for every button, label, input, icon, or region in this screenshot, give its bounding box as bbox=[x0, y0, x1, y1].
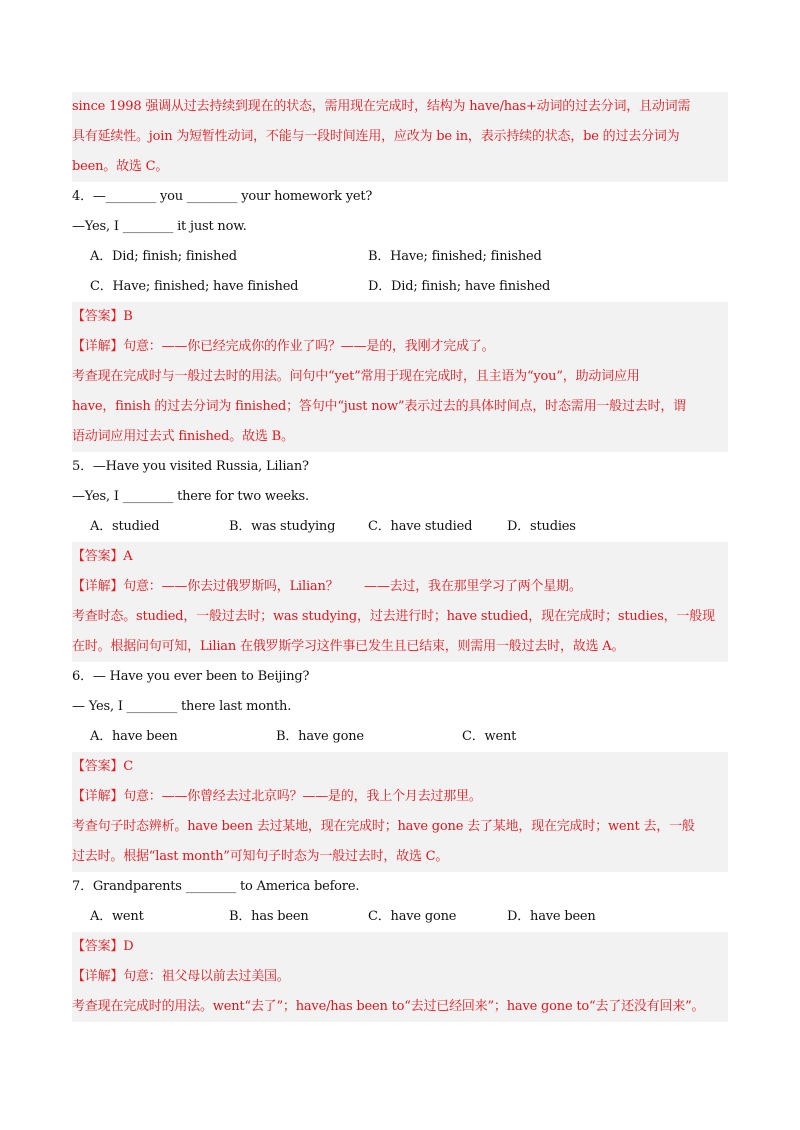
explanation-line: 考查现在完成时与一般过去时的用法。问句中“yet”常用于现在完成时，且主语为“you”，助动词应用 bbox=[72, 369, 640, 384]
options-row bbox=[72, 902, 728, 932]
explanation-line: 过去时。根据“last month”可知句子时态为一般过去时，故选 C。 bbox=[72, 849, 449, 864]
options-row bbox=[72, 722, 728, 752]
options-row bbox=[72, 242, 728, 272]
option-d: D．have been bbox=[507, 909, 596, 924]
question-stem: 4．—________ you ________ your homework yet? bbox=[72, 189, 373, 204]
explanation-line: 在时。根据问句可知，Lilian 在俄罗斯学习这件事已发生且已结束，则需用一般过去时，故选 A。 bbox=[72, 639, 625, 654]
question-4 bbox=[72, 182, 728, 452]
question-reply: —Yes, I ________ there for two weeks. bbox=[72, 489, 309, 504]
answer-label: 【答案】B bbox=[72, 309, 133, 324]
question-7 bbox=[72, 872, 728, 1022]
answer-block bbox=[72, 302, 728, 452]
question-6 bbox=[72, 662, 728, 872]
explanation-line: been。故选 C。 bbox=[72, 159, 169, 174]
explanation-line: 考查现在完成时的用法。went“去了”；have/has been to“去过已经回来”；have gone to“去了还没有回来”。 bbox=[72, 999, 705, 1014]
explanation-line: 【详解】句意：——你去过俄罗斯吗，Lilian？ ——去过，我在那里学习了两个星期。 bbox=[72, 579, 582, 594]
explanation-line: 【详解】句意：——你曾经去过北京吗？——是的，我上个月去过那里。 bbox=[72, 789, 482, 804]
question-reply: — Yes, I ________ there last month. bbox=[72, 699, 292, 714]
question-5 bbox=[72, 452, 728, 662]
option-b: B．have gone bbox=[276, 729, 364, 744]
option-b: B．Have; finished; finished bbox=[368, 249, 542, 264]
question-stem: 5．—Have you visited Russia, Lilian? bbox=[72, 459, 309, 474]
option-d: D．studies bbox=[507, 519, 576, 534]
explanation-line: 考查句子时态辨析。have been 去过某地，现在完成时；have gone 去了某地，现在完成时；went 去，一般 bbox=[72, 819, 695, 834]
option-c: C．went bbox=[462, 729, 517, 744]
q3-explanation-block bbox=[72, 92, 728, 182]
option-a: A．have been bbox=[90, 729, 178, 744]
question-stem: 6．— Have you ever been to Beijing? bbox=[72, 669, 310, 684]
explanation-line: since 1998 强调从过去持续到现在的状态，需用现在完成时，结构为 have/has+动词的过去分词，且动词需 bbox=[72, 99, 691, 114]
answer-block bbox=[72, 542, 728, 662]
answer-label: 【答案】D bbox=[72, 939, 134, 954]
explanation-line: 语动词应用过去式 finished。故选 B。 bbox=[72, 429, 294, 444]
option-c: C．have gone bbox=[368, 909, 457, 924]
question-stem: 7．Grandparents ________ to America before. bbox=[72, 879, 360, 894]
options-row bbox=[72, 512, 728, 542]
answer-label: 【答案】C bbox=[72, 759, 133, 774]
explanation-line: 考查时态。studied，一般过去时；was studying，过去进行时；have studied，现在完成时；studies，一般现 bbox=[72, 609, 715, 624]
question-reply: —Yes, I ________ it just now. bbox=[72, 219, 247, 234]
option-b: B．was studying bbox=[229, 519, 336, 534]
explanation-line: 【详解】句意：祖父母以前去过美国。 bbox=[72, 969, 290, 984]
option-a: A．went bbox=[90, 909, 144, 924]
options-row bbox=[72, 272, 728, 302]
option-c: C．Have; finished; have finished bbox=[90, 279, 299, 294]
explanation-line: have，finish 的过去分词为 finished；答句中“just now”表示过去的具体时间点，时态需用一般过去时，谓 bbox=[72, 399, 686, 414]
explanation-line: 【详解】句意：——你已经完成你的作业了吗？——是的，我刚才完成了。 bbox=[72, 339, 495, 354]
option-a: A．Did; finish; finished bbox=[90, 249, 237, 264]
answer-label: 【答案】A bbox=[72, 549, 133, 564]
option-b: B．has been bbox=[229, 909, 309, 924]
option-a: A．studied bbox=[90, 519, 160, 534]
option-d: D．Did; finish; have finished bbox=[368, 279, 551, 294]
document-page bbox=[72, 0, 728, 1022]
answer-block bbox=[72, 752, 728, 872]
explanation-line: 具有延续性。join 为短暂性动词，不能与一段时间连用，应改为 be in，表示持续的状态，be 的过去分词为 bbox=[72, 129, 680, 144]
answer-block bbox=[72, 932, 728, 1022]
option-c: C．have studied bbox=[368, 519, 473, 534]
